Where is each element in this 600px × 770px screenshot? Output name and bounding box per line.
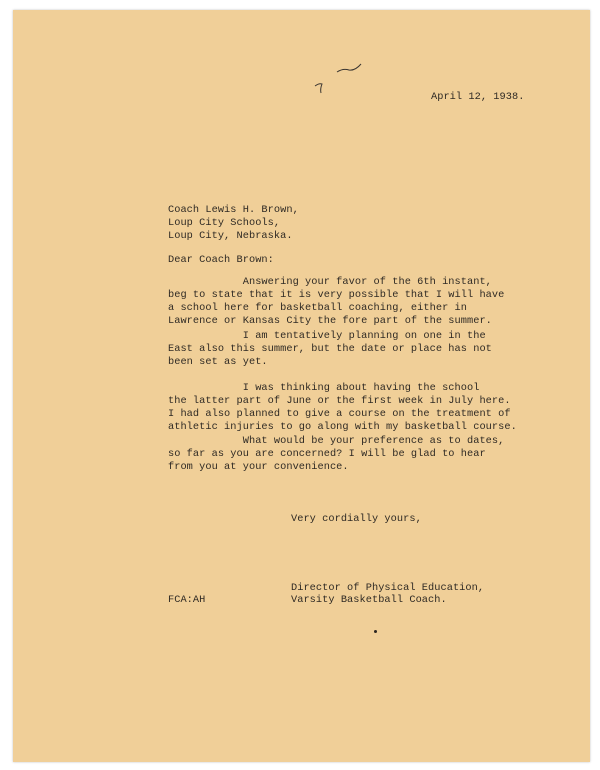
body-line: so far as you are concerned? I will be glad to hear xyxy=(168,448,486,460)
body-line: athletic injuries to go along with my basketball course. xyxy=(168,421,517,433)
ink-speck xyxy=(374,630,377,633)
signature-title: Varsity Basketball Coach. xyxy=(291,594,447,606)
body-line: from you at your convenience. xyxy=(168,461,349,473)
recipient-line: Loup City, Nebraska. xyxy=(168,230,293,242)
body-line: the latter part of June or the first week in July here. xyxy=(168,395,511,407)
body-line: a school here for basketball coaching, either in xyxy=(168,302,467,314)
body-line: What would be your preference as to dates, xyxy=(168,435,505,447)
pencil-mark-icon xyxy=(313,58,383,100)
body-line: been set as yet. xyxy=(168,356,268,368)
typist-initials: FCA:AH xyxy=(168,594,206,606)
body-line: I am tentatively planning on one in the xyxy=(168,330,486,342)
signature-title: Director of Physical Education, xyxy=(291,582,485,594)
letter-page xyxy=(13,10,590,762)
body-line: East also this summer, but the date or place has not xyxy=(168,343,492,355)
body-line: Answering your favor of the 6th instant, xyxy=(168,276,492,288)
body-line: I had also planned to give a course on the treatment of xyxy=(168,408,511,420)
salutation: Dear Coach Brown: xyxy=(168,254,274,266)
body-line: I was thinking about having the school xyxy=(168,382,480,394)
recipient-line: Loup City Schools, xyxy=(168,217,281,229)
body-line: beg to state that it is very possible that I will have xyxy=(168,289,505,301)
recipient-line: Coach Lewis H. Brown, xyxy=(168,204,299,216)
date-line: April 12, 1938. xyxy=(431,91,525,103)
body-line: Lawrence or Kansas City the fore part of the summer. xyxy=(168,315,492,327)
closing: Very cordially yours, xyxy=(291,513,422,525)
